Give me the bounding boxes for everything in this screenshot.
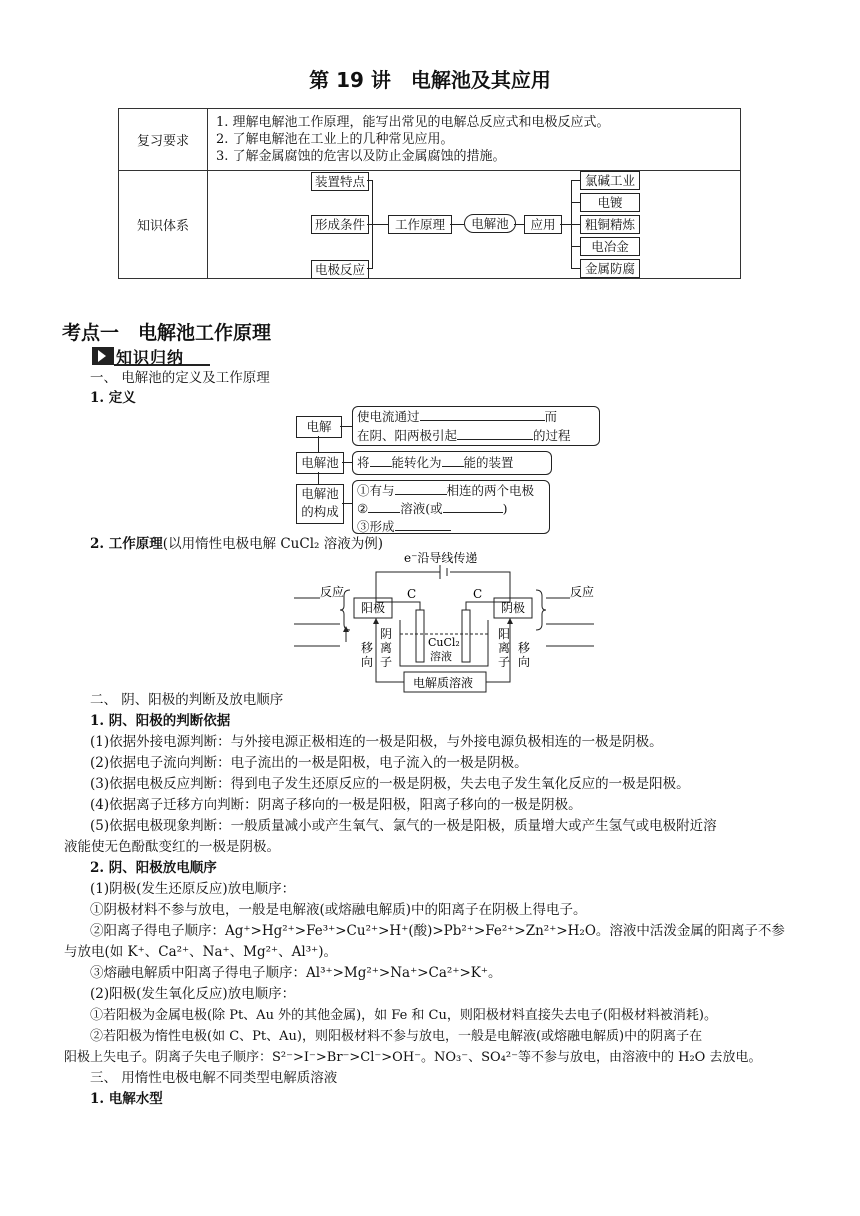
cathode-label: 阴极 (501, 601, 526, 615)
def-cell: 电解池 (296, 452, 344, 474)
def-composition-a: 电解池 (301, 486, 339, 501)
def-text2b: 能转化为 (391, 455, 442, 470)
def-text3c: ③形成 (357, 519, 395, 534)
box-formation: 形成条件 (311, 215, 369, 234)
box-working-principle: 工作原理 (388, 215, 452, 234)
review-table (118, 108, 741, 279)
anode-order-b: ②若阳极为惰性电极(如 C、Pt、Au)，则阳极材料不参与放电，一般是电解液(或熔融电解质)中的阴离子在 (90, 1029, 703, 1044)
def-composition-text (352, 480, 550, 534)
judge-5b: 液能使无色酚酞变红的一极是阴极。 (64, 839, 280, 855)
cathode-order-c (90, 963, 501, 984)
def-cell-text (352, 451, 552, 475)
box-electrometallurgy: 电冶金 (580, 237, 640, 256)
def-text2a: 将 (357, 455, 370, 470)
migrate-left-1: 移 (361, 641, 374, 655)
cation-3: 子 (498, 655, 511, 669)
electrode-c-right: C (473, 587, 483, 601)
sub-heading-2: 二、 阴、阳极的判断及放电顺序 (90, 692, 284, 708)
electron-label: e⁻沿导线传递 (404, 551, 478, 565)
box-chlor-alkali: 氯碱工业 (580, 171, 640, 190)
solution-label-b: 溶液 (430, 650, 452, 663)
solution-label-a: CuCl₂ (428, 636, 460, 649)
electrode-c-left: C (407, 587, 417, 601)
principle-title-bold: 2. 工作原理 (90, 536, 163, 552)
box-electrolytic-cell: 电解池 (464, 214, 516, 233)
def-text2c: 能的装置 (463, 455, 514, 470)
def-text1b: 在阴、阳两极引起 (357, 428, 458, 443)
principle-diagram (280, 550, 610, 698)
def-text3b-end: ) (502, 501, 508, 516)
sub-heading-3: 三、 用惰性电极电解不同类型电解质溶液 (90, 1070, 338, 1086)
requirement-2: 2. 了解电解池在工业上的几种常见应用。 (216, 132, 454, 147)
page-title: 第 19 讲 电解池及其应用 (309, 68, 551, 92)
anode-order-c-mid: 。NO₃⁻、SO₄²⁻ (421, 1050, 518, 1065)
judge-5a: (5)依据电极现象判断：一般质量减小或产生氧气、氯气的一极是阳极，质量增大或产生氢气或电极附近溶 (90, 818, 717, 834)
def-electrolysis: 电解 (296, 416, 342, 438)
def-text3b-mid: 溶液(或 (400, 501, 443, 516)
reaction-right: 反应 (570, 585, 595, 599)
def-text1a: 使电流通过 (357, 409, 420, 424)
knowledge-label: 知识体系 (119, 171, 208, 279)
definition-title: 1. 定义 (90, 390, 136, 406)
anion-2: 离 (380, 641, 393, 655)
def-composition-b: 的构成 (301, 504, 339, 519)
judge-3: (3)依据电极反应判断：得到电子发生还原反应的一极是阴极，失去电子发生氧化反应的一极是阳极。 (90, 776, 690, 792)
box-electrode-reaction: 电极反应 (311, 260, 369, 279)
anode-order-c-post: 等不参与放电，由溶液中的 H₂O 去放电。 (517, 1050, 762, 1065)
reaction-left: 反应 (320, 585, 345, 599)
migrate-right-1: 移 (518, 641, 531, 655)
requirements-cell (208, 109, 741, 171)
def-composition (296, 484, 344, 524)
cathode-order-b2: 与放电(如 K⁺、Ca²⁺、Na⁺、Mg²⁺、Al³⁺)。 (64, 944, 338, 960)
cathode-order-b (90, 921, 785, 942)
cation-1: 阳 (498, 627, 511, 641)
judge-2: (2)依据电子流向判断：电子流出的一极是阳极，电子流入的一极是阴极。 (90, 755, 528, 771)
judge-title: 1. 阴、阳极的判断依据 (90, 713, 231, 729)
principle-title-rest: (以用惰性电极电解 CuCl₂ 溶液为例) (162, 536, 383, 552)
anode-label: 阳极 (361, 601, 386, 615)
box-application: 应用 (524, 215, 562, 234)
review-label: 复习要求 (119, 109, 208, 171)
cathode-order-b-pre: ②阳离子得电子顺序： (90, 923, 225, 939)
def-text3b: ② (357, 501, 369, 516)
cation-2: 离 (498, 641, 511, 655)
anode-order-c-pre: 阳极上失电子。阴离子失电子顺序： (64, 1050, 273, 1065)
anode-order-a: ①若阳极为金属电极(除 Pt、Au 外的其他金属)，如 Fe 和 Cu，则阳极材料直接失去电子(阳极材料被消耗)。 (90, 1008, 718, 1023)
cathode-order-a: ①阴极材料不参与放电，一般是电解液(或熔融电解质)中的阳离子在阴极上得电子。 (90, 902, 587, 918)
cathode-order-b-seq: Ag⁺>Hg²⁺>Fe³⁺>Cu²⁺>H⁺(酸)>Pb²⁺>Fe²⁺>Zn²⁺>H₂O (225, 923, 596, 939)
judge-4: (4)依据离子迁移方向判断：阴离子移向的一极是阳极，阳离子移向的一极是阴极。 (90, 797, 582, 813)
cathode-order-c-pre: ③熔融电解质中阳离子得电子顺序： (90, 965, 306, 981)
def-text3a: ①有与 (357, 483, 395, 498)
badge-label: 知识归纳 (116, 348, 185, 367)
box-corrosion-protection: 金属防腐 (580, 259, 640, 278)
migrate-left-2: 向 (361, 655, 374, 669)
anion-1: 阴 (380, 627, 393, 641)
anode-order-c (64, 1047, 761, 1068)
knowledge-badge (92, 345, 212, 367)
box-electroplating: 电镀 (580, 193, 640, 212)
def-text1a-end: 而 (544, 409, 558, 424)
section-heading: 考点一 电解池工作原理 (62, 322, 272, 344)
anode-order-c-seq: S²⁻>I⁻>Br⁻>Cl⁻>OH⁻ (272, 1050, 422, 1065)
electrolysis-water-title: 1. 电解水型 (90, 1091, 163, 1107)
def-electrolysis-text (352, 406, 600, 446)
cathode-order-b-post: 。溶液中活泼金属的阳离子不参 (595, 923, 785, 939)
anion-3: 子 (380, 655, 393, 669)
requirement-3: 3. 了解金属腐蚀的危害以及防止金属腐蚀的措施。 (216, 149, 506, 164)
electrolyte-label: 电解质溶液 (413, 676, 474, 690)
discharge-title: 2. 阴、阳极放电顺序 (90, 860, 217, 876)
box-device-features: 装置特点 (311, 172, 369, 191)
anode-order-title: (2)阳极(发生氧化反应)放电顺序： (90, 986, 296, 1002)
box-copper-refining: 粗铜精炼 (580, 215, 640, 234)
migrate-right-2: 向 (518, 655, 531, 669)
judge-1: (1)依据外接电源判断：与外接电源正极相连的一极是阳极，与外接电源负极相连的一极是阴极。 (90, 734, 663, 750)
cathode-order-c-post: 。 (487, 965, 502, 981)
def-text1b-end: 的过程 (533, 428, 571, 443)
cathode-order-c-seq: Al³⁺>Mg²⁺>Na⁺>Ca²⁺>K⁺ (306, 965, 488, 981)
def-text3a-end: 相连的两个电极 (446, 483, 535, 498)
cathode-order-title: (1)阴极(发生还原反应)放电顺序： (90, 881, 296, 897)
sub-heading-1: 一、 电解池的定义及工作原理 (90, 370, 270, 386)
requirement-1: 1. 理解电解池工作原理，能写出常见的电解总反应式和电极反应式。 (216, 115, 610, 130)
